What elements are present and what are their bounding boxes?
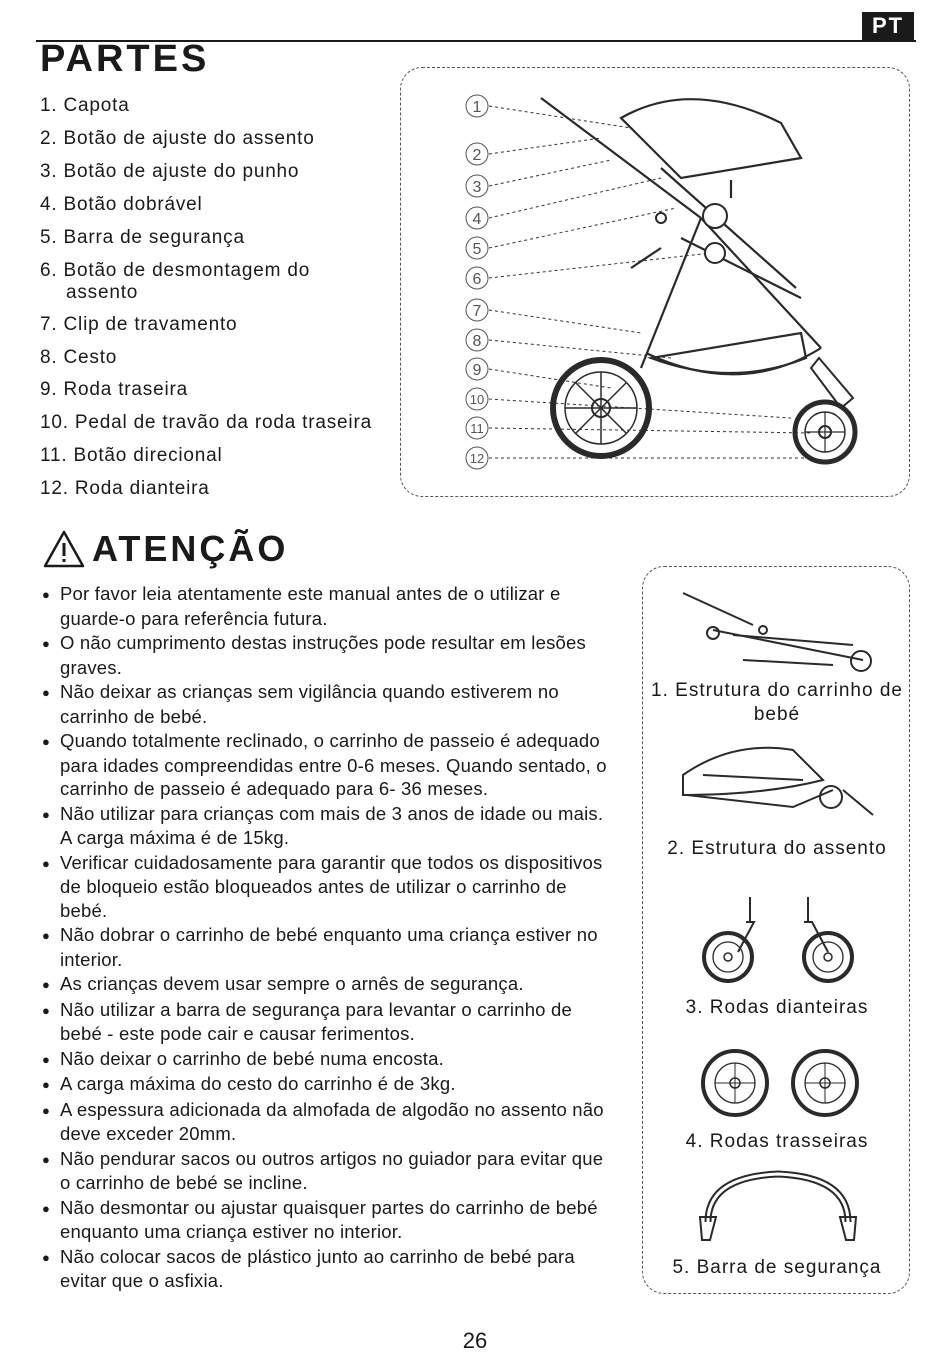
callout-label: 5 [472, 241, 482, 258]
callout-label: 4 [472, 211, 482, 228]
part-item-continuation: assento [66, 282, 139, 303]
callout-label: 1 [472, 99, 482, 116]
warning-triangle-icon [42, 529, 86, 569]
warning-item: ● Não deixar as crianças sem vigilância quando estiverem no carrinho de bebé. [42, 680, 612, 728]
front-wheels-illustration [698, 892, 858, 987]
part-item: 1. Capota [40, 95, 130, 116]
warning-item: ● A espessura adicionada da almofada de algodão no assento não deve exceder 20mm. [42, 1098, 612, 1146]
part-item: 9. Roda traseira [40, 379, 188, 400]
component-label: 3. Rodas dianteiras [685, 997, 869, 1018]
part-item: 11. Botão direcional [40, 445, 223, 466]
part-item: 12. Roda dianteira [40, 478, 210, 499]
rear-wheels-illustration [701, 1047, 861, 1119]
component-label: 2. Estrutura do assento [667, 838, 887, 859]
warning-item: ● Não deixar o carrinho de bebé numa encosta. [42, 1047, 612, 1072]
parts-list [40, 93, 400, 500]
front-wheel [795, 358, 855, 462]
part-item: 4. Botão dobrável [40, 194, 203, 215]
warning-title [42, 528, 288, 570]
part-item: 6. Botão de desmontagem do [40, 260, 311, 281]
warning-item: ● Não desmontar ou ajustar quaisquer partes do carrinho de bebé enquanto uma criança estiver no interior. [42, 1196, 612, 1244]
part-item: 2. Botão de ajuste do assento [40, 128, 315, 149]
part-item: 8. Cesto [40, 347, 118, 368]
callout-label: 8 [472, 333, 482, 350]
component-label: 5. Barra de segurança [672, 1257, 882, 1278]
callout-label: 6 [472, 271, 482, 288]
warning-item: ● Não utilizar a barra de segurança para levantar o carrinho de bebé - este pode cair e causar ferimentos. [42, 998, 612, 1046]
stroller-frame-folded-illustration [673, 585, 883, 685]
seat-frame-illustration [673, 735, 883, 825]
callout-label: 7 [472, 303, 482, 320]
warning-item: ● As crianças devem usar sempre o arnês de segurança. [42, 972, 612, 997]
components-panel [642, 566, 910, 1294]
warning-item: ● Não colocar sacos de plástico junto ao carrinho de bebé para evitar que o asfixia. [42, 1245, 612, 1293]
warning-item: ● Não dobrar o carrinho de bebé enquanto uma criança estiver no interior. [42, 923, 612, 971]
warning-item: ● Não pendurar sacos ou outros artigos no guiador para evitar que o carrinho de bebé se incline. [42, 1147, 612, 1195]
stroller-diagram [400, 67, 910, 497]
warning-item: ● A carga máxima do cesto do carrinho é de 3kg. [42, 1072, 612, 1097]
warning-item: ● Verificar cuidadosamente para garantir que todos os dispositivos de bloqueio estão bloqueados antes de utilizar o carrinho de bebé. [42, 851, 612, 923]
callout-label: 11 [470, 421, 484, 436]
part-item: 10. Pedal de travão da roda traseira [40, 412, 372, 433]
page-number: 26 [462, 1328, 488, 1353]
component-label: 4. Rodas trasseiras [685, 1131, 869, 1152]
rear-wheel [553, 360, 649, 456]
part-item: 7. Clip de travamento [40, 314, 238, 335]
callout-label: 3 [472, 179, 482, 196]
part-item: 5. Barra de segurança [40, 227, 245, 248]
warning-item: ● O não cumprimento destas instruções pode resultar em lesões graves. [42, 631, 612, 679]
callout-label: 12 [469, 451, 485, 466]
component-label: 1. Estrutura do carrinho de bebé [651, 680, 903, 725]
callout-markers [466, 95, 488, 469]
callout-label: 2 [472, 147, 482, 164]
stroller-illustration [401, 68, 911, 498]
warning-title-text: ATENÇÃO [92, 528, 289, 569]
warning-item: ● Não utilizar para crianças com mais de 3 anos de idade ou mais. A carga máxima é de 15kg. [42, 802, 612, 850]
safety-bar-illustration [688, 1162, 868, 1257]
part-item: 3. Botão de ajuste do punho [40, 161, 300, 182]
parts-title: PARTES [40, 38, 210, 80]
language-badge: PT [862, 12, 914, 40]
stroller-frame [541, 98, 821, 374]
warning-list [42, 582, 612, 1294]
warning-item: ● Por favor leia atentamente este manual antes de o utilizar e guarde-o para referência futura. [42, 582, 612, 630]
callout-label: 9 [472, 362, 482, 379]
warning-item: ● Quando totalmente reclinado, o carrinho de passeio é adequado para idades compreendidas entre 0-6 meses. Quando sentado, o carrinho de passeio é adequado para 6- 36 meses. [42, 729, 612, 801]
callout-label: 10 [469, 392, 485, 407]
